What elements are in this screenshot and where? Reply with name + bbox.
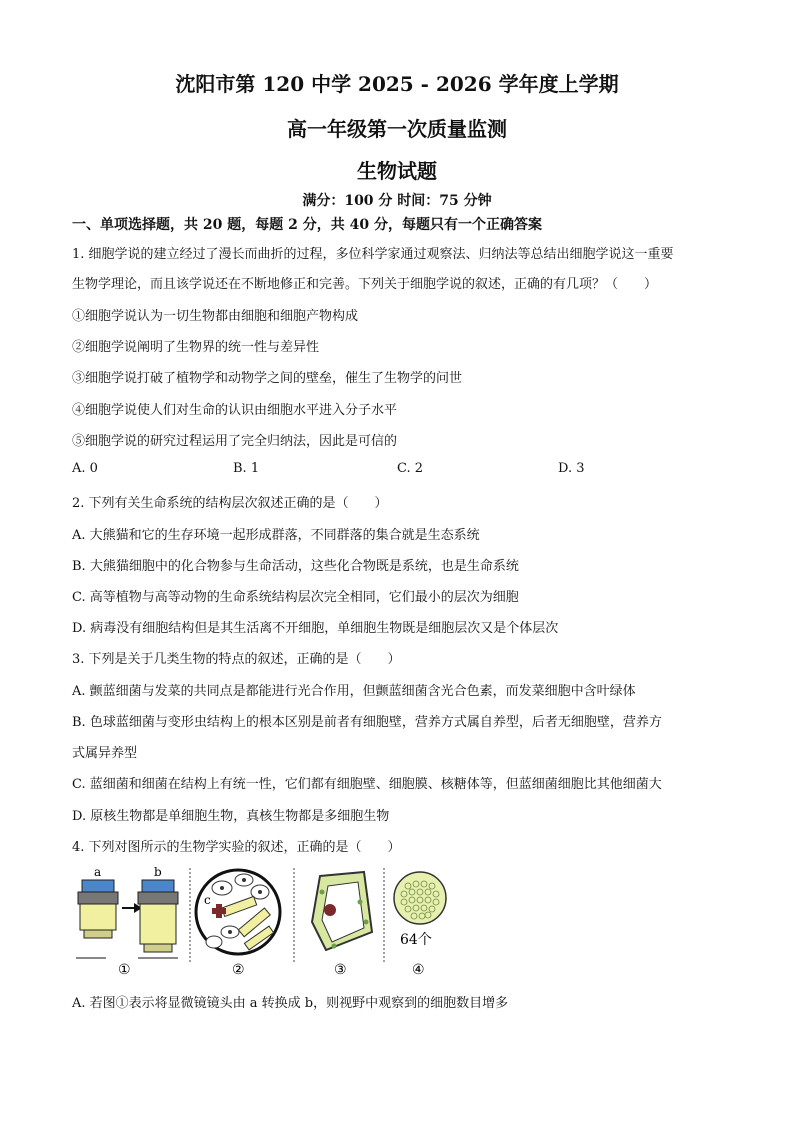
q3-stem: 3. 下列是关于几类生物的特点的叙述，正确的是（ ） <box>72 652 401 667</box>
label-c: c <box>204 893 211 907</box>
cell-field-64 <box>394 872 446 948</box>
microscope-view-2 <box>196 870 280 954</box>
q1-option-c: C. 2 <box>397 461 424 476</box>
q1-item-4: ④细胞学说使人们对生命的认识由细胞水平进入分子水平 <box>72 403 398 418</box>
q2-option-d: D. 病毒没有细胞结构但是其生活离不开细胞，单细胞生物既是细胞层次又是个体层次 <box>72 621 559 636</box>
score-time-line: 满分：100 分 时间：75 分钟 <box>302 193 492 209</box>
q1-item-2: ②细胞学说阐明了生物界的统一性与差异性 <box>72 340 320 355</box>
q1-item-1: ①细胞学说认为一切生物都由细胞和细胞产物构成 <box>72 309 359 324</box>
subject-title: 生物试题 <box>357 159 437 183</box>
label-a: a <box>94 865 102 879</box>
q3-option-b-line2: 式属异养型 <box>72 746 138 761</box>
q1-option-a: A. 0 <box>72 461 98 476</box>
q2-option-a: A. 大熊猫和它的生存环境一起形成群落，不同群落的集合就是生态系统 <box>72 528 480 543</box>
q1-option-b: B. 1 <box>233 461 260 476</box>
exam-title: 高一年级第一次质量监测 <box>287 117 507 141</box>
q2-option-c: C. 高等植物与高等动物的生命系统结构层次完全相同，它们最小的层次为细胞 <box>72 590 519 605</box>
section-heading: 一、单项选择题，共 20 题，每题 2 分，共 40 分，每题只有一个正确答案 <box>72 217 542 233</box>
plant-cell-view <box>312 872 372 950</box>
q4-stem: 4. 下列对图所示的生物学实验的叙述，正确的是（ ） <box>72 840 401 855</box>
q4-figure <box>72 862 452 982</box>
panel-label-2: ② <box>232 962 245 978</box>
panel-label-1: ① <box>118 962 131 978</box>
q3-option-b-line1: B. 色球蓝细菌与变形虫结构上的根本区别是前者有细胞壁，营养方式属自养型，后者无细胞壁，营养方 <box>72 715 662 730</box>
q3-option-d: D. 原核生物都是单细胞生物，真核生物都是多细胞生物 <box>72 809 390 824</box>
q1-option-d: D. 3 <box>558 461 585 476</box>
panel-label-3: ③ <box>334 962 347 978</box>
q3-option-c: C. 蓝细菌和细菌在结构上有统一性，它们都有细胞壁、细胞膜、核糖体等，但蓝细菌细胞比其他细菌大 <box>72 777 662 792</box>
q1-stem-line2: 生物学理论，而且该学说还在不断地修正和完善。下列关于细胞学说的叙述，正确的有几项？（ ） <box>72 277 658 292</box>
school-title: 沈阳市第 120 中学 2025 - 2026 学年度上学期 <box>175 72 619 96</box>
panel-label-4: ④ <box>412 962 425 978</box>
q2-stem: 2. 下列有关生命系统的结构层次叙述正确的是（ ） <box>72 496 388 511</box>
q3-option-a: A. 颤蓝细菌与发菜的共同点是都能进行光合作用，但颤蓝细菌含光合色素，而发菜细胞中含叶绿体 <box>72 684 636 699</box>
q1-stem-line1: 1. 细胞学说的建立经过了漫长而曲折的过程，多位科学家通过观察法、归纳法等总结出细胞学说这一重要 <box>72 247 674 262</box>
objective-lens-a <box>78 865 118 938</box>
objective-lens-b <box>138 865 178 952</box>
q4-option-a: A. 若图①表示将显微镜镜头由 a 转换成 b，则视野中观察到的细胞数目增多 <box>72 996 509 1011</box>
q2-option-b: B. 大熊猫细胞中的化合物参与生命活动，这些化合物既是系统，也是生命系统 <box>72 559 519 574</box>
q1-item-3: ③细胞学说打破了植物学和动物学之间的壁垒，催生了生物学的问世 <box>72 371 463 386</box>
label-b: b <box>154 865 162 879</box>
count-label: 64个 <box>400 932 432 948</box>
q1-item-5: ⑤细胞学说的研究过程运用了完全归纳法，因此是可信的 <box>72 434 398 449</box>
